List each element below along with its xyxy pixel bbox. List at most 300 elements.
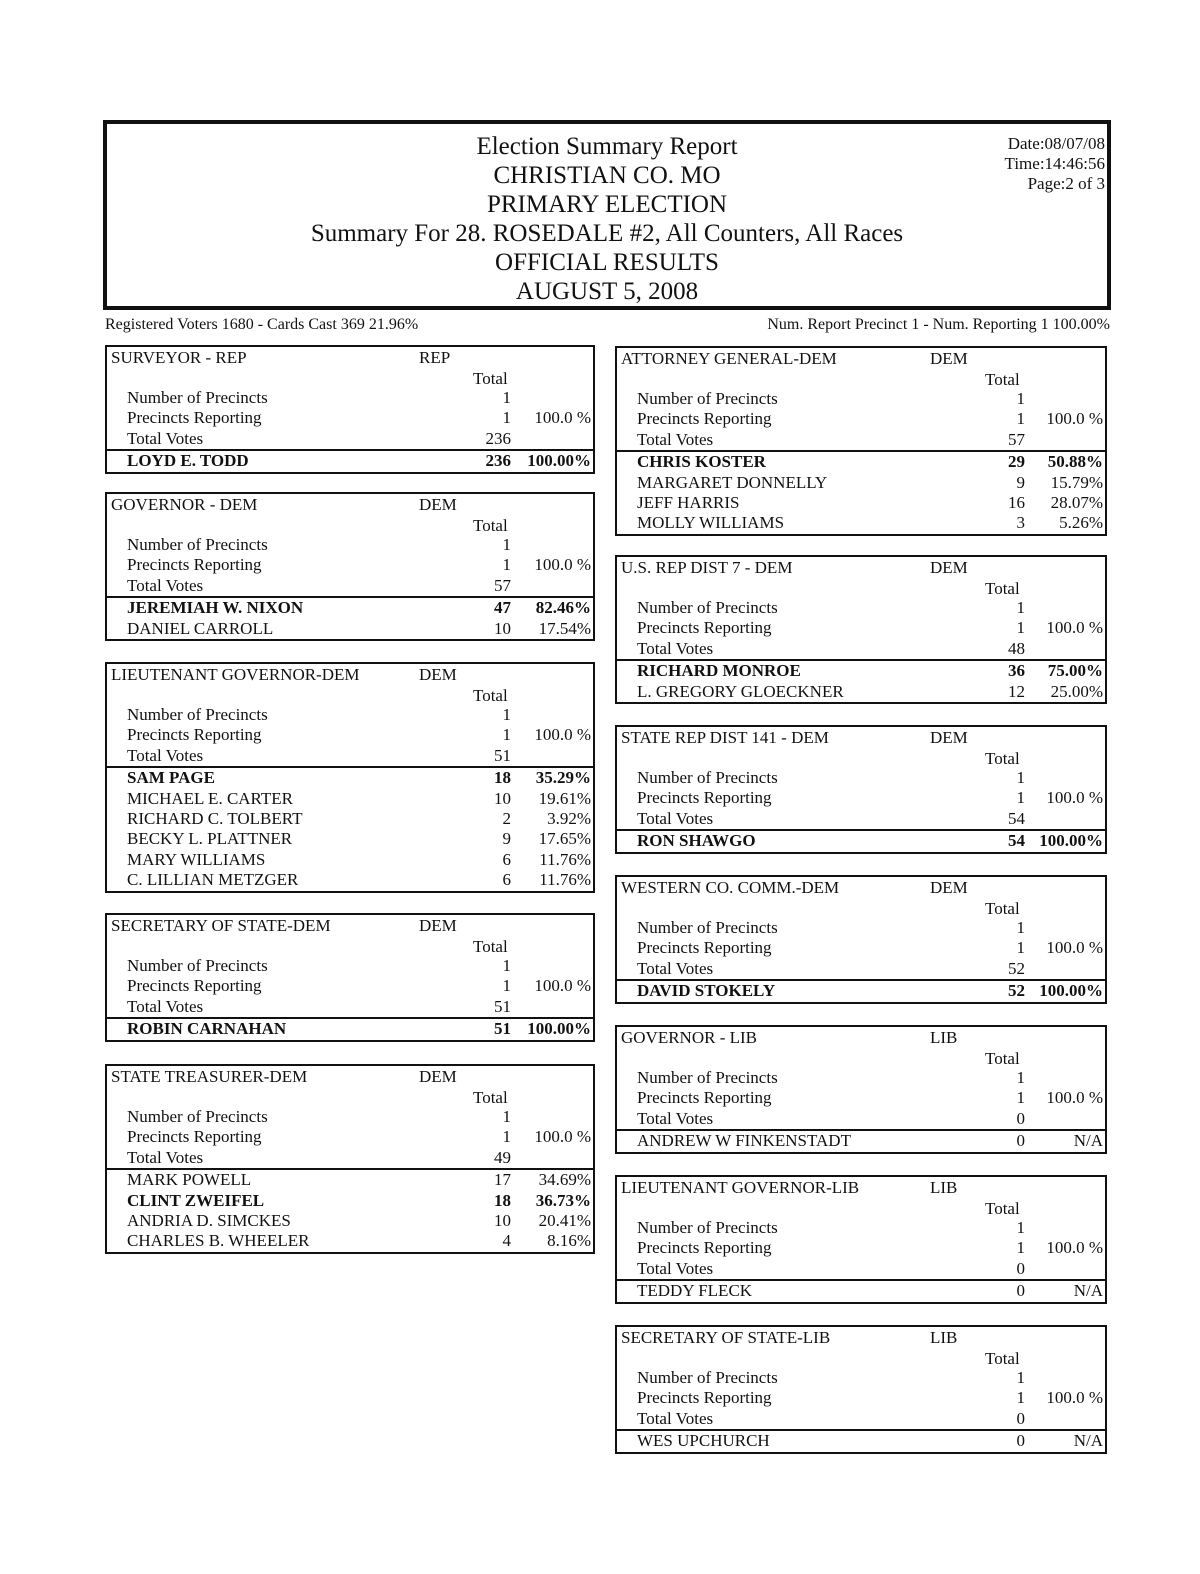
candidate-row-value: 4 bbox=[502, 1231, 511, 1251]
candidate-row-label: MARY WILLIAMS bbox=[127, 849, 266, 869]
candidate-row-value: 3 bbox=[1016, 513, 1025, 533]
candidate-row bbox=[617, 473, 1105, 493]
number-of-precincts-row bbox=[617, 918, 1105, 938]
precincts-reporting-row-percent: 100.0 % bbox=[534, 725, 591, 745]
race-party: DEM bbox=[930, 349, 968, 368]
total-votes-row-value: 57 bbox=[494, 575, 511, 595]
candidate-row-label: RICHARD C. TOLBERT bbox=[127, 808, 303, 828]
number-of-precincts-row-label: Number of Precincts bbox=[637, 598, 778, 617]
race-rows bbox=[107, 1107, 593, 1252]
race-box bbox=[615, 1025, 1107, 1154]
candidate-row-percent: 5.26% bbox=[1059, 513, 1103, 533]
race-party: DEM bbox=[419, 495, 457, 514]
summary-scope: Summary For 28. ROSEDALE #2, All Counters, All Races bbox=[310, 220, 904, 247]
candidate-row bbox=[107, 1231, 593, 1251]
number-of-precincts-row-label: Number of Precincts bbox=[637, 918, 778, 937]
number-of-precincts-row bbox=[617, 1218, 1105, 1238]
candidate-row-value: 47 bbox=[494, 598, 511, 618]
candidate-row-percent: 35.29% bbox=[535, 768, 591, 788]
candidate-row-label: ROBIN CARNAHAN bbox=[127, 1019, 287, 1039]
precincts-reporting-row bbox=[617, 1088, 1105, 1108]
total-votes-row-label: Total Votes bbox=[637, 1108, 714, 1128]
candidate-row-value: 18 bbox=[494, 768, 511, 788]
race-rows bbox=[107, 956, 593, 1040]
candidate-row-percent: 19.61% bbox=[538, 788, 591, 808]
race-header bbox=[617, 1178, 1105, 1218]
race-header bbox=[107, 1067, 593, 1107]
race-box bbox=[105, 913, 595, 1042]
candidate-row-value: 0 bbox=[1016, 1281, 1025, 1301]
total-votes-row-label: Total Votes bbox=[127, 996, 204, 1016]
precincts-reporting-row-percent: 100.0 % bbox=[534, 1127, 591, 1147]
precincts-reporting-row bbox=[617, 938, 1105, 958]
total-votes-row bbox=[107, 746, 593, 766]
total-votes-row bbox=[617, 430, 1105, 450]
total-column-header: Total bbox=[985, 370, 1020, 389]
total-column-header: Total bbox=[985, 1049, 1020, 1068]
candidate-row bbox=[617, 513, 1105, 533]
precincts-reporting-row-label: Precincts Reporting bbox=[637, 1388, 772, 1408]
race-party: DEM bbox=[419, 1067, 457, 1086]
candidate-row-value: 10 bbox=[494, 1210, 511, 1230]
candidate-row-label: JEFF HARRIS bbox=[637, 492, 740, 512]
precincts-reporting-row-value: 1 bbox=[502, 408, 511, 428]
precincts-reporting-row bbox=[107, 555, 593, 575]
candidate-row-value: 51 bbox=[494, 1019, 511, 1039]
candidate-row-percent: 17.65% bbox=[538, 829, 591, 849]
precincts-reporting-row-percent: 100.0 % bbox=[1046, 1388, 1103, 1408]
total-votes-row bbox=[107, 576, 593, 596]
precincts-reporting-row-value: 1 bbox=[1016, 938, 1025, 958]
precincts-reporting-row-percent: 100.0 % bbox=[534, 976, 591, 996]
race-header bbox=[617, 558, 1105, 598]
total-column-header: Total bbox=[473, 369, 508, 388]
total-column-header: Total bbox=[985, 579, 1020, 598]
total-votes-row-value: 51 bbox=[494, 996, 511, 1016]
candidate-row-label: MARK POWELL bbox=[127, 1170, 252, 1190]
candidate-row bbox=[107, 850, 593, 870]
report-time: Time:14:46:56 bbox=[1004, 154, 1105, 173]
candidate-row bbox=[107, 1168, 593, 1190]
candidate-row-percent: 50.88% bbox=[1047, 452, 1103, 472]
total-votes-row bbox=[617, 1109, 1105, 1129]
race-rows bbox=[617, 768, 1105, 852]
candidate-row bbox=[107, 1191, 593, 1211]
total-votes-row-label: Total Votes bbox=[637, 638, 714, 658]
candidate-row bbox=[617, 659, 1105, 681]
precincts-reporting-row-value: 1 bbox=[1016, 618, 1025, 638]
number-of-precincts-row bbox=[107, 535, 593, 555]
candidate-row bbox=[107, 449, 593, 471]
candidate-row-value: 6 bbox=[502, 870, 511, 890]
number-of-precincts-row-label: Number of Precincts bbox=[127, 705, 268, 724]
precincts-reporting-row-percent: 100.0 % bbox=[1046, 409, 1103, 429]
number-of-precincts-row-value: 1 bbox=[1016, 1218, 1025, 1237]
candidate-row-value: 0 bbox=[1016, 1131, 1025, 1151]
candidate-row-label: MICHAEL E. CARTER bbox=[127, 788, 293, 808]
race-box bbox=[615, 346, 1107, 536]
candidate-row-value: 10 bbox=[494, 618, 511, 638]
race-name: GOVERNOR - LIB bbox=[621, 1028, 757, 1047]
candidate-row bbox=[617, 1129, 1105, 1151]
precincts-reporting-row-percent: 100.0 % bbox=[1046, 938, 1103, 958]
candidate-row-percent: 36.73% bbox=[535, 1190, 591, 1210]
candidate-row bbox=[617, 1279, 1105, 1301]
candidate-row-percent: 11.76% bbox=[539, 849, 591, 869]
race-rows bbox=[617, 1218, 1105, 1302]
report-title-block bbox=[107, 132, 1107, 306]
candidate-row-percent: N/A bbox=[1073, 1131, 1103, 1151]
precincts-reporting-row-percent: 100.0 % bbox=[534, 408, 591, 428]
total-votes-row-value: 52 bbox=[1008, 958, 1025, 978]
precincts-reporting-row-label: Precincts Reporting bbox=[127, 976, 262, 996]
candidate-row-label: LOYD E. TODD bbox=[127, 451, 249, 471]
candidate-row bbox=[107, 596, 593, 618]
precincts-reporting-row-value: 1 bbox=[502, 555, 511, 575]
candidate-row-percent: 15.79% bbox=[1050, 472, 1103, 492]
total-votes-row-label: Total Votes bbox=[637, 1258, 714, 1278]
race-name: SECRETARY OF STATE-DEM bbox=[111, 916, 331, 935]
race-box bbox=[615, 1325, 1107, 1454]
race-box bbox=[615, 725, 1107, 854]
total-votes-row-label: Total Votes bbox=[637, 1408, 714, 1428]
precincts-reporting-row-value: 1 bbox=[1016, 788, 1025, 808]
candidate-row-percent: 25.00% bbox=[1050, 681, 1103, 701]
race-box bbox=[615, 1175, 1107, 1304]
race-party: REP bbox=[419, 348, 451, 367]
race-name: SECRETARY OF STATE-LIB bbox=[621, 1328, 831, 1347]
number-of-precincts-row-value: 1 bbox=[1016, 389, 1025, 408]
total-votes-row-label: Total Votes bbox=[127, 428, 204, 448]
candidate-row-label: BECKY L. PLATTNER bbox=[127, 829, 293, 849]
precincts-reporting-row-label: Precincts Reporting bbox=[127, 408, 262, 428]
total-column-header: Total bbox=[985, 1349, 1020, 1368]
total-votes-row-label: Total Votes bbox=[637, 429, 714, 449]
race-rows bbox=[617, 1368, 1105, 1452]
precincts-reporting-row-percent: 100.0 % bbox=[1046, 618, 1103, 638]
race-header bbox=[617, 1328, 1105, 1368]
race-box bbox=[105, 662, 595, 893]
candidate-row-percent: 100.00% bbox=[1039, 981, 1103, 1001]
number-of-precincts-row-value: 1 bbox=[1016, 1068, 1025, 1087]
candidate-row-percent: N/A bbox=[1073, 1281, 1103, 1301]
race-name: GOVERNOR - DEM bbox=[111, 495, 258, 514]
candidate-row-percent: 75.00% bbox=[1047, 661, 1103, 681]
candidate-row bbox=[617, 682, 1105, 702]
number-of-precincts-row-label: Number of Precincts bbox=[637, 1068, 778, 1087]
registered-voters-summary: Registered Voters 1680 - Cards Cast 369 21.96% bbox=[105, 316, 419, 333]
total-votes-row bbox=[107, 429, 593, 449]
race-box bbox=[615, 875, 1107, 1004]
candidate-row-value: 6 bbox=[502, 849, 511, 869]
number-of-precincts-row bbox=[617, 1068, 1105, 1088]
race-rows bbox=[107, 535, 593, 639]
race-box bbox=[105, 345, 595, 474]
precincts-reporting-row-percent: 100.0 % bbox=[534, 555, 591, 575]
candidate-row-label: MARGARET DONNELLY bbox=[637, 472, 828, 492]
race-rows bbox=[617, 389, 1105, 534]
precincts-reporting-row-value: 1 bbox=[502, 1127, 511, 1147]
candidate-row-percent: 82.46% bbox=[535, 598, 591, 618]
precincts-reporting-row-value: 1 bbox=[1016, 1238, 1025, 1258]
total-column-header: Total bbox=[473, 516, 508, 535]
precincts-reporting-row bbox=[617, 1388, 1105, 1408]
race-name: SURVEYOR - REP bbox=[111, 348, 247, 367]
candidate-row-percent: 100.00% bbox=[1039, 831, 1103, 851]
candidate-row-percent: 28.07% bbox=[1050, 492, 1103, 512]
precincts-reporting-row bbox=[617, 409, 1105, 429]
race-header bbox=[617, 728, 1105, 768]
race-header bbox=[107, 348, 593, 388]
candidate-row-value: 9 bbox=[502, 829, 511, 849]
total-column-header: Total bbox=[985, 899, 1020, 918]
race-box bbox=[105, 492, 595, 641]
number-of-precincts-row-value: 1 bbox=[1016, 768, 1025, 787]
number-of-precincts-row-value: 1 bbox=[502, 956, 511, 975]
precincts-reporting-row-percent: 100.0 % bbox=[1046, 788, 1103, 808]
race-party: DEM bbox=[930, 878, 968, 897]
report-meta bbox=[1005, 134, 1105, 194]
race-rows bbox=[617, 918, 1105, 1002]
candidate-row-label: DANIEL CARROLL bbox=[127, 618, 274, 638]
number-of-precincts-row-label: Number of Precincts bbox=[637, 389, 778, 408]
race-party: DEM bbox=[930, 558, 968, 577]
candidate-row-value: 52 bbox=[1008, 981, 1025, 1001]
precincts-reporting-row-value: 1 bbox=[1016, 409, 1025, 429]
candidate-row-percent: 100.00% bbox=[527, 451, 591, 471]
precincts-reporting-row bbox=[107, 725, 593, 745]
candidate-row-value: 36 bbox=[1008, 661, 1025, 681]
candidate-row-label: DAVID STOKELY bbox=[637, 981, 776, 1001]
total-votes-row bbox=[617, 959, 1105, 979]
total-votes-row bbox=[107, 997, 593, 1017]
total-votes-row-label: Total Votes bbox=[637, 958, 714, 978]
candidate-row-value: 0 bbox=[1016, 1431, 1025, 1451]
candidate-row-value: 16 bbox=[1008, 492, 1025, 512]
candidate-row-label: MOLLY WILLIAMS bbox=[637, 513, 785, 533]
election-name: PRIMARY ELECTION bbox=[486, 191, 728, 218]
results-status: OFFICIAL RESULTS bbox=[495, 249, 719, 276]
candidate-row-value: 12 bbox=[1008, 681, 1025, 701]
precincts-reporting-row-value: 1 bbox=[1016, 1388, 1025, 1408]
total-votes-row-label: Total Votes bbox=[127, 1147, 204, 1167]
race-box bbox=[615, 555, 1107, 704]
candidate-row-value: 18 bbox=[494, 1190, 511, 1210]
number-of-precincts-row-value: 1 bbox=[502, 705, 511, 724]
number-of-precincts-row bbox=[617, 1368, 1105, 1388]
total-votes-row bbox=[617, 1259, 1105, 1279]
candidate-row-label: JEREMIAH W. NIXON bbox=[127, 598, 304, 618]
number-of-precincts-row bbox=[617, 598, 1105, 618]
total-votes-row-label: Total Votes bbox=[127, 575, 204, 595]
race-party: LIB bbox=[930, 1328, 958, 1347]
precincts-reporting-row-percent: 100.0 % bbox=[1046, 1238, 1103, 1258]
number-of-precincts-row-value: 1 bbox=[502, 388, 511, 407]
total-votes-row-value: 48 bbox=[1008, 638, 1025, 658]
number-of-precincts-row-label: Number of Precincts bbox=[637, 1218, 778, 1237]
candidate-row bbox=[107, 766, 593, 788]
precincts-reporting-row-label: Precincts Reporting bbox=[637, 409, 772, 429]
total-votes-row-value: 57 bbox=[1008, 429, 1025, 449]
candidate-row-label: L. GREGORY GLOECKNER bbox=[637, 681, 844, 701]
total-votes-row-value: 0 bbox=[1016, 1408, 1025, 1428]
total-votes-row-value: 54 bbox=[1008, 808, 1025, 828]
number-of-precincts-row-label: Number of Precincts bbox=[127, 1107, 268, 1126]
race-name: STATE TREASURER-DEM bbox=[111, 1067, 308, 1086]
precincts-reporting-row-label: Precincts Reporting bbox=[127, 725, 262, 745]
race-party: LIB bbox=[930, 1028, 958, 1047]
total-votes-row-value: 236 bbox=[485, 428, 511, 448]
precincts-reporting-row-label: Precincts Reporting bbox=[637, 618, 772, 638]
candidate-row bbox=[617, 450, 1105, 472]
candidate-row bbox=[107, 1211, 593, 1231]
precincts-reporting-row-label: Precincts Reporting bbox=[637, 1088, 772, 1108]
total-votes-row bbox=[617, 809, 1105, 829]
page-number: Page:2 of 3 bbox=[1027, 174, 1105, 193]
candidate-row-label: CHARLES B. WHEELER bbox=[127, 1231, 310, 1251]
race-header bbox=[107, 665, 593, 705]
total-column-header: Total bbox=[473, 1088, 508, 1107]
candidate-row bbox=[107, 809, 593, 829]
candidate-row bbox=[107, 829, 593, 849]
total-column-header: Total bbox=[985, 749, 1020, 768]
candidate-row bbox=[617, 829, 1105, 851]
precincts-reporting-row bbox=[617, 1238, 1105, 1258]
candidate-row bbox=[107, 1017, 593, 1039]
total-column-header: Total bbox=[985, 1199, 1020, 1218]
precincts-reporting-row-label: Precincts Reporting bbox=[127, 1127, 262, 1147]
candidate-row-percent: N/A bbox=[1073, 1431, 1103, 1451]
candidate-row bbox=[107, 789, 593, 809]
precinct-reporting-summary: Num. Report Precinct 1 - Num. Reporting 1 100.00% bbox=[767, 316, 1110, 333]
race-name: LIEUTENANT GOVERNOR-LIB bbox=[621, 1178, 860, 1197]
race-party: LIB bbox=[930, 1178, 958, 1197]
candidate-row-label: RON SHAWGO bbox=[637, 831, 756, 851]
race-header bbox=[107, 916, 593, 956]
number-of-precincts-row bbox=[107, 705, 593, 725]
total-votes-row bbox=[617, 1409, 1105, 1429]
race-name: WESTERN CO. COMM.-DEM bbox=[621, 878, 840, 897]
race-header bbox=[617, 878, 1105, 918]
candidate-row-label: SAM PAGE bbox=[127, 768, 215, 788]
total-column-header: Total bbox=[473, 686, 508, 705]
candidate-row-value: 236 bbox=[485, 451, 511, 471]
candidate-row-label: WES UPCHURCH bbox=[637, 1431, 770, 1451]
report-header bbox=[103, 120, 1111, 310]
race-party: DEM bbox=[930, 728, 968, 747]
precincts-reporting-row-label: Precincts Reporting bbox=[127, 555, 262, 575]
candidate-row-percent: 17.54% bbox=[538, 618, 591, 638]
number-of-precincts-row-value: 1 bbox=[502, 1107, 511, 1126]
precincts-reporting-row-percent: 100.0 % bbox=[1046, 1088, 1103, 1108]
precincts-reporting-row bbox=[107, 1127, 593, 1147]
election-date: AUGUST 5, 2008 bbox=[515, 278, 699, 305]
candidate-row-percent: 8.16% bbox=[547, 1231, 591, 1251]
number-of-precincts-row-label: Number of Precincts bbox=[637, 1368, 778, 1387]
candidate-row-label: ANDRIA D. SIMCKES bbox=[127, 1210, 291, 1230]
candidate-row-value: 17 bbox=[494, 1170, 511, 1190]
number-of-precincts-row-value: 1 bbox=[1016, 1368, 1025, 1387]
total-votes-row-value: 49 bbox=[494, 1147, 511, 1167]
candidate-row-label: RICHARD MONROE bbox=[637, 661, 801, 681]
number-of-precincts-row bbox=[617, 768, 1105, 788]
precincts-reporting-row bbox=[107, 976, 593, 996]
candidate-row-percent: 20.41% bbox=[538, 1210, 591, 1230]
candidate-row-label: ANDREW W FINKENSTADT bbox=[637, 1131, 851, 1151]
candidate-row bbox=[617, 979, 1105, 1001]
total-votes-row-label: Total Votes bbox=[127, 745, 204, 765]
number-of-precincts-row-label: Number of Precincts bbox=[127, 535, 268, 554]
candidate-row-percent: 34.69% bbox=[538, 1170, 591, 1190]
candidate-row-label: CLINT ZWEIFEL bbox=[127, 1190, 265, 1210]
total-votes-row bbox=[107, 1148, 593, 1168]
race-name: LIEUTENANT GOVERNOR-DEM bbox=[111, 665, 360, 684]
total-votes-row bbox=[617, 639, 1105, 659]
precincts-reporting-row-value: 1 bbox=[1016, 1088, 1025, 1108]
candidate-row-percent: 100.00% bbox=[527, 1019, 591, 1039]
precincts-reporting-row-label: Precincts Reporting bbox=[637, 938, 772, 958]
report-date: Date:08/07/08 bbox=[1007, 134, 1105, 153]
race-header bbox=[107, 495, 593, 535]
candidate-row-label: C. LILLIAN METZGER bbox=[127, 870, 299, 890]
candidate-row bbox=[617, 493, 1105, 513]
candidate-row bbox=[617, 1429, 1105, 1451]
race-name: ATTORNEY GENERAL-DEM bbox=[621, 349, 837, 368]
race-name: U.S. REP DIST 7 - DEM bbox=[621, 558, 793, 577]
number-of-precincts-row bbox=[107, 388, 593, 408]
precincts-reporting-row bbox=[107, 408, 593, 428]
total-votes-row-value: 0 bbox=[1016, 1108, 1025, 1128]
number-of-precincts-row-label: Number of Precincts bbox=[127, 388, 268, 407]
candidate-row bbox=[107, 870, 593, 890]
total-votes-row-value: 0 bbox=[1016, 1258, 1025, 1278]
race-rows bbox=[107, 705, 593, 891]
candidate-row-value: 10 bbox=[494, 788, 511, 808]
race-box bbox=[105, 1064, 595, 1254]
number-of-precincts-row bbox=[107, 1107, 593, 1127]
candidate-row-percent: 3.92% bbox=[547, 808, 591, 828]
total-column-header: Total bbox=[473, 937, 508, 956]
candidate-row bbox=[107, 619, 593, 639]
race-party: DEM bbox=[419, 916, 457, 935]
precincts-reporting-row bbox=[617, 618, 1105, 638]
race-header bbox=[617, 1028, 1105, 1068]
candidate-row-label: TEDDY FLECK bbox=[637, 1281, 753, 1301]
candidate-row-value: 2 bbox=[502, 808, 511, 828]
precincts-reporting-row bbox=[617, 788, 1105, 808]
number-of-precincts-row-label: Number of Precincts bbox=[127, 956, 268, 975]
race-rows bbox=[617, 1068, 1105, 1152]
candidate-row-percent: 11.76% bbox=[539, 870, 591, 890]
race-party: DEM bbox=[419, 665, 457, 684]
precincts-reporting-row-value: 1 bbox=[502, 976, 511, 996]
number-of-precincts-row bbox=[617, 389, 1105, 409]
report-title: Election Summary Report bbox=[476, 133, 738, 160]
county-name: CHRISTIAN CO. MO bbox=[493, 162, 721, 189]
precincts-reporting-row-value: 1 bbox=[502, 725, 511, 745]
number-of-precincts-row-value: 1 bbox=[1016, 918, 1025, 937]
number-of-precincts-row-value: 1 bbox=[1016, 598, 1025, 617]
number-of-precincts-row-label: Number of Precincts bbox=[637, 768, 778, 787]
total-votes-row-label: Total Votes bbox=[637, 808, 714, 828]
race-rows bbox=[107, 388, 593, 472]
candidate-row-label: CHRIS KOSTER bbox=[637, 452, 766, 472]
candidate-row-value: 29 bbox=[1008, 452, 1025, 472]
race-rows bbox=[617, 598, 1105, 702]
number-of-precincts-row-value: 1 bbox=[502, 535, 511, 554]
race-name: STATE REP DIST 141 - DEM bbox=[621, 728, 829, 747]
precincts-reporting-row-label: Precincts Reporting bbox=[637, 1238, 772, 1258]
